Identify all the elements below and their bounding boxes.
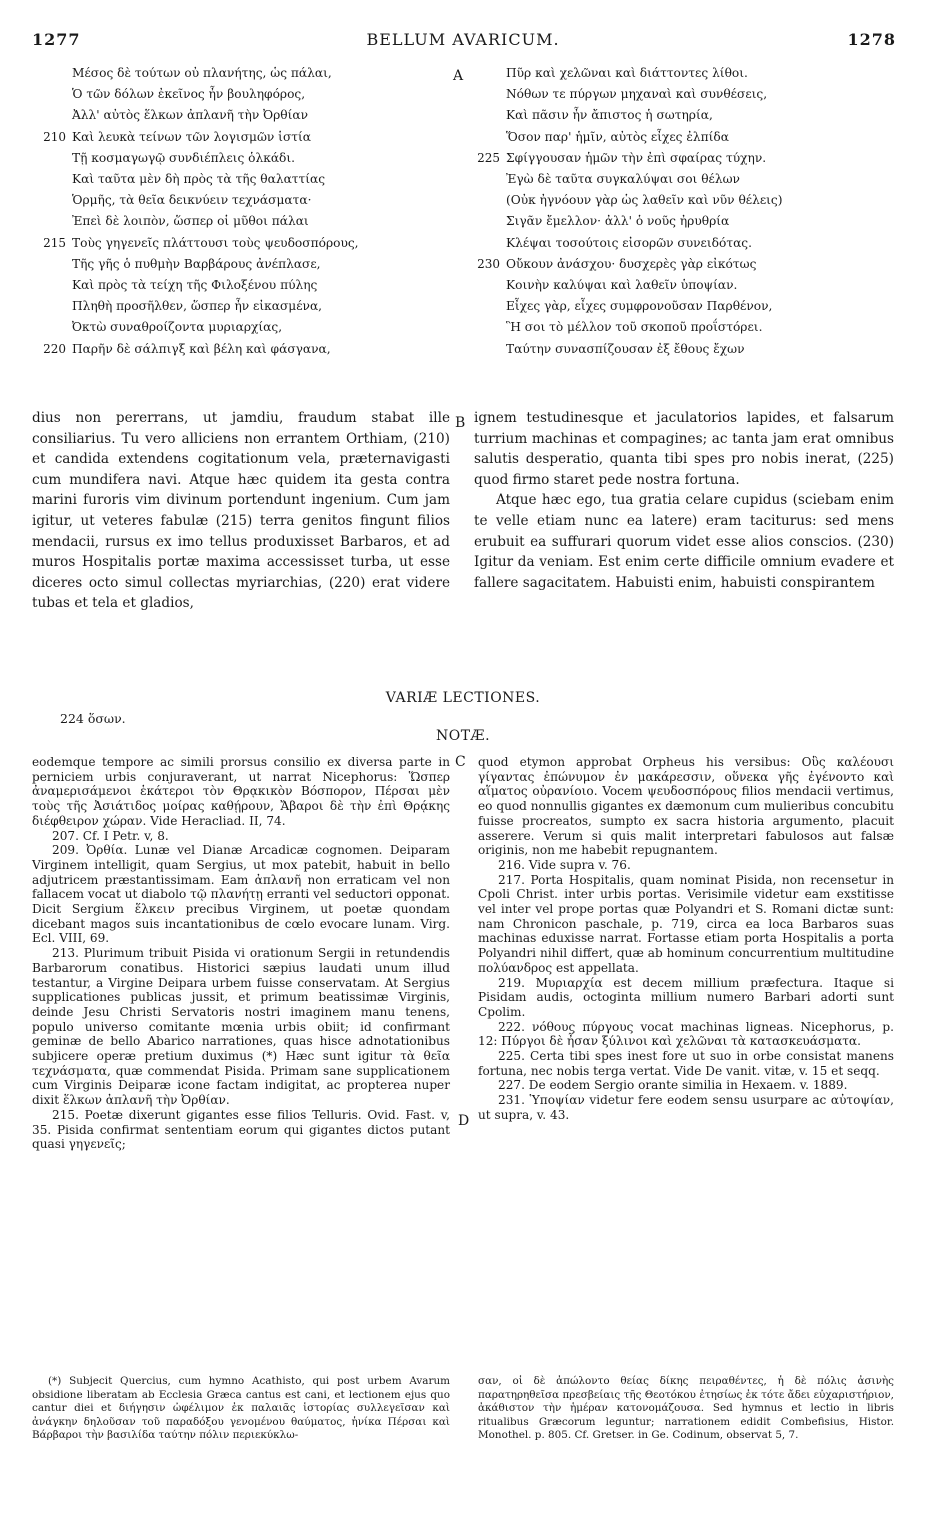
- notes-left-column: [32, 755, 450, 1152]
- verse-line: [72, 296, 359, 317]
- verse-line: [72, 148, 359, 169]
- page-number-left: 1277: [32, 30, 81, 49]
- verse-line: [506, 63, 783, 84]
- verse-line: [72, 105, 359, 126]
- footnote-right: [478, 1375, 894, 1443]
- verse-line: [72, 275, 359, 296]
- marker-d: D: [458, 1113, 470, 1129]
- verse-text: Καὶ πρὸς τὰ τείχη τῆς Φιλοξένου πύλης: [72, 278, 318, 293]
- latin-paragraph: dius non pererrans, ut jamdiu, fraudum stabat ille consiliarius. Tu vero alliciens non errantem Orthiam, (210) et candida extendens cogitationum vela, præternavigasti cum mundifera navi. Atque hæc quidem ita gesta contra marini furoris vim divinum portendunt ingenium. Cum jam igitur, ut veteres fabulæ (215) terra genitos fingunt filios mendacii, rursus ex imo tellus produxisset Barbaros, et ad muros Hospitalis portæ maxima accessisset turba, ut esse diceres octo simul collectas myriarchias, (220) erat videre tubas et tela et gladios,: [32, 410, 450, 612]
- verse-text: Κοινὴν καλύψαι καὶ λαθεῖν ὑποψίαν.: [506, 278, 738, 293]
- note-paragraph: 222. νόθους πύργους vocat machinas ligneas. Nicephorus, p. 12: Πύργοι δὲ ἦσαν ξύλινοι καὶ χελῶναι τὰ κατασκευάσματα.: [478, 1019, 894, 1049]
- note-paragraph: 225. Certa tibi spes inest fore ut suo in orbe consistat manens fortuna, nec nobis terga vertat. Vide De vanit. vitæ, v. 15 et seqq.: [478, 1049, 894, 1078]
- verse-text: Καὶ ταῦτα μὲν δὴ πρὸς τὰ τῆς θαλαττίας: [72, 172, 326, 187]
- verse-line: [506, 84, 783, 105]
- verse-text: Ἐγὼ δὲ ταῦτα συγκαλύψαι σοι θέλων: [506, 172, 740, 187]
- verse-line: [506, 105, 783, 126]
- running-title: BELLUM AVARICUM.: [366, 30, 560, 49]
- verse-number: 220: [43, 341, 66, 356]
- footnote-left: [32, 1375, 450, 1443]
- verse-line: [506, 275, 783, 296]
- verse-number: 225: [477, 150, 500, 165]
- note-paragraph: quod etymon approbat Orpheus his versibus: Οὓς καλέουσι γίγαντας ἐπώνυμον ἐν μακάρεσσιν, οὕνεκα γῆς ἐγένοντο καὶ αἵματος οὐρανίοιο. Vocem ψευδοσπόρους filios mendacii vertimus, eo quod nonnullis gigantes ex dæmonum cum mulieribus concubitu fuisse procreatos, sumpto ex sacra historia argumento, placuit asserere. Verum si quis malit interpretari fabulosos aut falsæ originis, non me habebit repugnantem.: [478, 755, 894, 858]
- verse-number: 210: [43, 129, 66, 144]
- verse-text: Ἐπεὶ δὲ λοιπὸν, ὥσπερ οἱ μῦθοι πάλαι: [72, 214, 309, 229]
- verse-text: Εἶχες γὰρ, εἶχες συμφρονοῦσαν Παρθένον,: [506, 299, 773, 314]
- verse-line: [477, 148, 783, 169]
- verse-line: [43, 339, 359, 360]
- notae-heading: NOTÆ.: [435, 728, 491, 744]
- footnote-text: σαν, οἱ δὲ ἀπώλοντο θείας δίκης πειραθέντες, ἡ δὲ πόλις ἀσινὴς παρατηρηθεῖσα πρεσβείαις τῆς Θεοτόκου ἐτησίως ἐκ τότε ἄδει εὐχαριστήριον, ἀκάθιστον τὴν ἡμέραν κατονομάζουσα. Sed hymnus et lectio in libris ritualibus Græcorum leguntur; narrationem edidit Combefisius, Histor. Monothel. p. 805. Cf. Gretser. in Ge. Codinum, observat 5, 7.: [478, 1375, 894, 1442]
- verse-line: [72, 190, 359, 211]
- greek-verse-right: [477, 63, 783, 360]
- verse-text: Ὁ τῶν δόλων ἐκεῖνος ἦν βουληφόρος,: [72, 87, 306, 102]
- verse-text: Πληθὴ προσῆλθεν, ὥσπερ ἦν εἰκασμένα,: [72, 299, 323, 314]
- verse-line: [72, 211, 359, 232]
- verse-text: Τοὺς γηγενεῖς πλάττουσι τοὺς ψευδοσπόρους,: [72, 235, 359, 250]
- marker-c: C: [455, 754, 466, 770]
- notes-right-column: [478, 755, 894, 1123]
- greek-verse-left: [43, 63, 359, 360]
- marker-a: A: [453, 68, 464, 84]
- note-paragraph: 216. Vide supra v. 76.: [498, 857, 631, 872]
- note-paragraph: 209. Ὀρθία. Lunæ vel Dianæ Arcadicæ cognomen. Deiparam Virginem intelligit, quam Sergius, ut mox patebit, habuit in bello adjutricem præstantissimam. Eam ἀπλανῆ non erraticam vel non fallacem vocat ut diabolo τῷ πλανήτῃ erranti vel seductori opponat. Dicit Sergium ἕλκειν precibus Virginem, ut poetæ quondam dicebant magos suis incantationibus de cœlo evocare lunam. Virg. Ecl. VIII, 69.: [32, 843, 450, 946]
- verse-text: Ὁρμῆς, τὰ θεῖα δεικνύειν τεχνάσματα·: [72, 193, 312, 208]
- latin-paragraph: ignem testudinesque et jaculatorios lapides, et falsarum turrium machinas et compagines; ac tanta jam erat omnibus salutis desperatio, quanta tibi spes pro nobis inerat, (225) quod firmo staret pede nostra fortuna.: [474, 410, 894, 488]
- verse-text: Ὅσον παρ' ἡμῖν, αὐτὸς εἶχες ἐλπίδα: [506, 129, 730, 144]
- verse-text: Ἀλλ' αὐτὸς ἕλκων ἀπλανῆ τὴν Ὀρθίαν: [72, 108, 309, 123]
- verse-text: Παρῆν δὲ σάλπιγξ καὶ βέλη καὶ φάσγανα,: [72, 341, 331, 356]
- verse-line: [72, 254, 359, 275]
- verse-text: Τῇ κοσμαγωγῷ συνδιέπλεις ὁλκάδι.: [72, 150, 296, 165]
- verse-line: [506, 169, 783, 190]
- verse-text: Σιγᾶν ἔμελλον· ἀλλ' ὁ νοῦς ἠρυθρία: [506, 214, 730, 229]
- verse-text: Καὶ πᾶσιν ἦν ἄπιστος ἡ σωτηρία,: [506, 108, 713, 123]
- verse-text: Ταύτην συνασπίζουσαν ἐξ ἔθους ἔχων: [506, 341, 745, 356]
- verse-text: Νόθων τε πύργων μηχαναὶ καὶ συνθέσεις,: [506, 87, 768, 102]
- verse-text: Οὔκουν ἀνάσχου· δυσχερὲς γὰρ εἰκότως: [506, 256, 757, 271]
- footnote-text: (*) Subjecit Quercius, cum hymno Acathisto, qui post urbem Avarum obsidione liberatam ab Ecclesia Græca cantus est cani, et lectionem ejus quo cantur diei et διήγησιν ὠφέλιμον ἐκ παλαιᾶς ἱστορίας συλλεγεῖσαν καὶ ἀνάγκην δηλοῦσαν τοῦ παραδόξου γενομένου θαύματος, ἡνίκα Πέρσαι καὶ Βάρβαροι τὴν βασιλίδα ταύτην πόλιν περιεκύκλω-: [32, 1375, 450, 1442]
- note-paragraph: eodemque tempore ac simili prorsus consilio ex diversa parte in perniciem urbis conjuraverant, ut narrat Nicephorus: Ὥσπερ ἀναμερισάμενοι ἑκάτεροι τὸν Θρᾳκικὸν Βόσπορον, Πέρσαι μὲν τοὺς τῆς Ἀσιάτιδος μοίρας καθῄρουν, Ἄβαροι δὲ τὴν ἐπὶ Θρᾴκης διέφθειρον χώραν. Vide Heracliad. II, 74.: [32, 755, 450, 828]
- marker-b: B: [455, 415, 466, 431]
- verse-line: [506, 317, 783, 338]
- note-paragraph: 227. De eodem Sergio orante similia in Hexaem. v. 1889.: [498, 1078, 848, 1093]
- verse-line: [506, 127, 783, 148]
- latin-paragraph: Atque hæc ego, tua gratia celare cupidus (sciebam enim te velle etiam nunc ea latere) eram taciturus: sed mens erubuit ea suffurari quorum videt esse alios conscios. (230) Igitur da veniam. Est enim certe difficile omnium evadere et fallere sagacitatem. Habuisti enim, habuisti conspirantem: [474, 492, 894, 591]
- verse-number: 230: [477, 256, 500, 271]
- verse-text: Κλέψαι τοσούτοις εἰσορῶν συνειδότας.: [506, 235, 752, 250]
- note-paragraph: 207. Cf. I Petr. v, 8.: [52, 828, 169, 843]
- verse-text: Μέσος δὲ τούτων οὐ πλανήτης, ὡς πάλαι,: [72, 66, 332, 80]
- verse-number: 215: [43, 235, 66, 250]
- verse-text: Πῦρ καὶ χελῶναι καὶ διάττοντες λίθοι.: [506, 66, 748, 80]
- verse-line: [72, 169, 359, 190]
- page-number-right: 1278: [847, 30, 896, 49]
- note-paragraph: 213. Plurimum tribuit Pisida vi orationum Sergii in retundendis Barbarorum conatibus. Historici sæpius laudati unum illud testantur, a Virgine Deipara urbem fuisse conservatam. At Sergius supplicationes publicas jussit, et primum beatissimæ Virginis, deinde Jesu Christi Servatoris nostri imaginem manu tenens, populo universo comitante mœnia urbis obiit; id confirmant geminæ de bello Abarico narrationes, quas hisce adnotationibus subjicere operæ pretium duximus (*) Hæc sunt igitur τὰ θεῖα τεχνάσματα, quæ commendat Pisida. Primam sane supplicationem cum Virginis Deiparæ icone factam indigitat, ac propterea nuper dixit ἕλκων ἀπλανῆ τὴν Ὀρθίαν.: [32, 946, 450, 1108]
- verse-line: [506, 233, 783, 254]
- verse-text: Ὀκτὼ συναθροίζοντα μυριαρχίας,: [72, 320, 283, 335]
- verse-line: [43, 233, 359, 254]
- verse-text: Τῆς γῆς ὁ πυθμὴν Βαρβάρους ἀνέπλασε,: [72, 256, 321, 271]
- verse-line: [43, 127, 359, 148]
- verse-line: [506, 339, 783, 360]
- verse-line: [506, 296, 783, 317]
- variae-lectiones-entry: 224 ὅσων.: [60, 711, 126, 726]
- verse-text: Σφίγγουσαν ἡμῶν τὴν ἐπὶ σφαίρας τύχην.: [506, 150, 767, 165]
- verse-line: [506, 211, 783, 232]
- latin-translation-left: [32, 408, 450, 614]
- verse-text: (Οὐκ ἠγνόουν γὰρ ὡς λαθεῖν καὶ νῦν θέλεις): [506, 193, 783, 208]
- verse-line: [72, 63, 359, 84]
- latin-translation-right: [474, 408, 894, 593]
- verse-text: Ἣ σοι τὸ μέλλον τοῦ σκοποῦ προΐστόρει.: [506, 320, 763, 335]
- note-paragraph: 219. Μυριαρχία est decem millium præfectura. Itaque si Pisidam audis, octoginta millium numero Barbari adorti sunt Cpolim.: [478, 975, 894, 1019]
- verse-line: [72, 84, 359, 105]
- note-paragraph: 231. Ὑποψίαν videtur fere eodem sensu usurpare ac αὐτοψίαν, ut supra, v. 43.: [478, 1093, 894, 1122]
- verse-line: [477, 254, 783, 275]
- variae-lectiones-heading: VARIÆ LECTIONES.: [385, 690, 541, 706]
- verse-text: Καὶ λευκὰ τείνων τῶν λογισμῶν ἱστία: [72, 129, 312, 144]
- note-paragraph: 215. Poetæ dixerunt gigantes esse filios Telluris. Ovid. Fast. v, 35. Pisida confirmat sententiam eorum qui gigantes dictos putant quasi γηγενεῖς;: [32, 1107, 450, 1152]
- verse-line: [72, 317, 359, 338]
- verse-line: [506, 190, 783, 211]
- note-paragraph: 217. Porta Hospitalis, quam nominat Pisida, non recensetur in Cpoli Christ. inter urbis portas. Verisimile videtur eam exstitisse vel inter vel prope portas quæ Polyandri et S. Romani dictæ sunt: nam Chronicon paschale, p. 719, circa ea loca Barbaros suas machinas eduxisse narrat. Fortasse etiam porta Hospitalis a porta Polyandri nihil differt, quæ ab hominum concurrentium multitudine πολύανδρος est appellata.: [478, 872, 894, 975]
